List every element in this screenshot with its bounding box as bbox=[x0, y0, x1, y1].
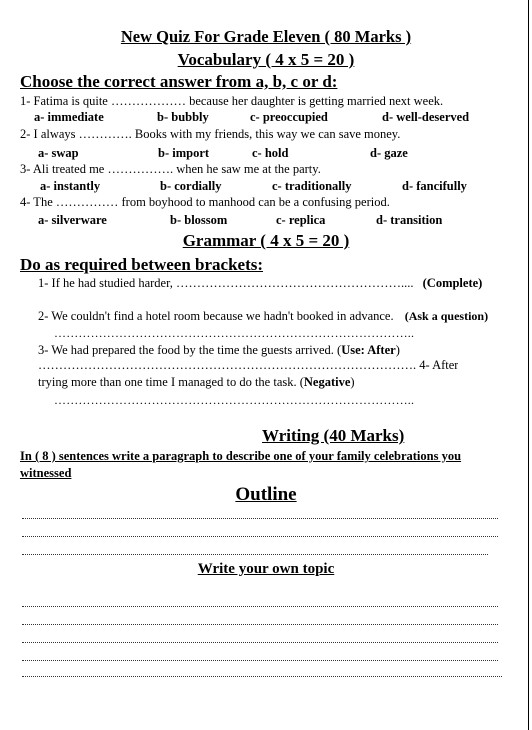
vocab-question-3: 3- Ali treated me ……………. when he saw me at the party. bbox=[20, 162, 321, 176]
vocab-q2-option-a: a- swap bbox=[38, 146, 79, 160]
topic-line-5[interactable] bbox=[22, 676, 502, 677]
vocabulary-instruction: Choose the correct answer from a, b, c or d: bbox=[20, 72, 338, 91]
grammar-question-4 bbox=[38, 375, 355, 390]
vocab-q1-option-b: b- bubbly bbox=[157, 110, 209, 124]
outline-line-1[interactable] bbox=[22, 518, 498, 519]
vocab-q3-option-d: d- fancifully bbox=[402, 179, 467, 193]
vocab-q4-option-a: a- silverware bbox=[38, 213, 107, 227]
vocab-question-4: 4- The …………… from boyhood to manhood can be a confusing period. bbox=[20, 195, 390, 209]
grammar-q3-close: ) bbox=[395, 343, 400, 357]
vocabulary-title: Vocabulary ( 4 x 5 = 20 ) bbox=[177, 50, 355, 69]
vocab-q1-option-a: a- immediate bbox=[34, 110, 104, 124]
topic-line-3[interactable] bbox=[22, 642, 498, 643]
grammar-q1-instruction: (Complete) bbox=[422, 276, 483, 290]
grammar-instruction: Do as required between brackets: bbox=[20, 255, 264, 274]
grammar-q3-answer-line[interactable]: ………………………………………………………………………………. 4- After bbox=[38, 358, 458, 372]
quiz-title: New Quiz For Grade Eleven ( 80 Marks ) bbox=[120, 27, 412, 46]
page-border bbox=[528, 0, 529, 730]
writing-instruction-line-1: In ( 8 ) sentences write a paragraph to describe one of your family celebrations you bbox=[20, 449, 462, 463]
grammar-q3-instruction: Use: After bbox=[341, 343, 396, 357]
writing-title: Writing (40 Marks) bbox=[262, 426, 405, 445]
outline-line-3[interactable] bbox=[22, 554, 488, 555]
grammar-q1-text: 1- If he had studied harder, ……………………………………………….... bbox=[38, 276, 417, 290]
vocab-q4-option-c: c- replica bbox=[276, 213, 326, 227]
grammar-question-2 bbox=[38, 309, 488, 324]
grammar-q2-instruction: (Ask a question) bbox=[404, 309, 489, 323]
vocab-q2-option-c: c- hold bbox=[252, 146, 289, 160]
outline-title: Outline bbox=[235, 484, 297, 505]
vocab-question-2: 2- I always …………. Books with my friends, this way we can save money. bbox=[20, 127, 401, 141]
outline-line-2[interactable] bbox=[22, 536, 498, 537]
grammar-q4-close: ) bbox=[350, 375, 355, 389]
grammar-title: Grammar ( 4 x 5 = 20 ) bbox=[182, 231, 350, 250]
grammar-question-3 bbox=[38, 343, 400, 358]
vocab-q3-option-c: c- traditionally bbox=[272, 179, 352, 193]
vocab-q2-option-d: d- gaze bbox=[370, 146, 408, 160]
vocab-q2-option-b: b- import bbox=[158, 146, 210, 160]
vocab-q1-option-d: d- well-deserved bbox=[382, 110, 470, 124]
grammar-q2-text: 2- We couldn't find a hotel room because we hadn't booked in advance. bbox=[38, 309, 394, 323]
topic-title: Write your own topic bbox=[197, 561, 335, 577]
grammar-q3-text: 3- We had prepared the food by the time the guests arrived. ( bbox=[38, 343, 342, 357]
grammar-q4-text: trying more than one time I managed to do the task. ( bbox=[38, 375, 304, 389]
grammar-q2-answer-line[interactable]: …………………………………………………………………………….. bbox=[54, 326, 415, 340]
writing-instruction-line-2: witnessed bbox=[20, 466, 72, 480]
topic-line-2[interactable] bbox=[22, 624, 498, 625]
topic-line-1[interactable] bbox=[22, 606, 498, 607]
grammar-question-1 bbox=[38, 276, 482, 291]
vocab-q4-option-b: b- blossom bbox=[170, 213, 228, 227]
vocab-q3-option-a: a- instantly bbox=[40, 179, 101, 193]
grammar-q4-answer-line[interactable]: …………………………………………………………………………….. bbox=[54, 393, 415, 407]
vocab-q4-option-d: d- transition bbox=[376, 213, 443, 227]
topic-line-4[interactable] bbox=[22, 660, 498, 661]
vocab-q1-option-c: c- preoccupied bbox=[250, 110, 328, 124]
vocab-q3-option-b: b- cordially bbox=[160, 179, 222, 193]
vocab-question-1: 1- Fatima is quite ……………… because her daughter is getting married next week. bbox=[20, 94, 444, 108]
grammar-q4-instruction: Negative bbox=[303, 375, 351, 389]
